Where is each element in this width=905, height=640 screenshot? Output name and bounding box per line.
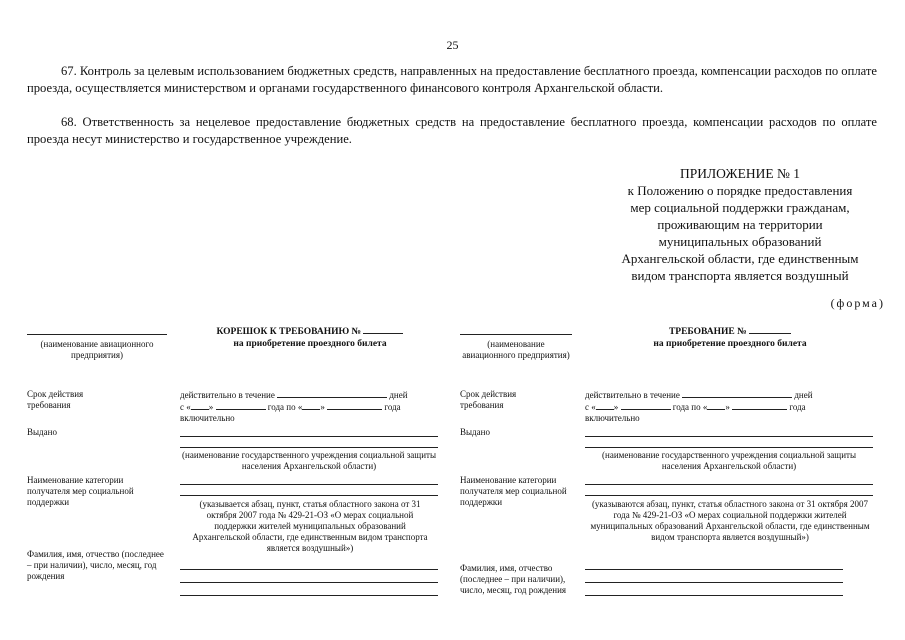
fio-line[interactable] [180,569,438,570]
fio-label: Фамилия, имя, отчество (последнее – при наличии), число, месяц, год рождения [27,549,164,581]
from-open-quote: с « [180,402,191,412]
category-label: Наименование категории получателя мер социальной поддержки [27,475,134,507]
fio-line[interactable] [585,569,843,570]
paragraph-68 [27,114,877,148]
to-month-line[interactable] [732,401,787,410]
from-close-quote: » [613,402,619,412]
fio-line[interactable] [180,595,438,596]
demand-subtitle: на приобретение проездного билета [653,339,807,349]
srok-label: Срок действия требования [27,389,84,410]
stub-title: КОРЕШОК К ТРЕБОВАНИЮ № [216,327,362,337]
forma-label: (форма) [830,296,885,310]
validity-block [180,389,440,424]
from-day-line[interactable] [191,401,209,410]
appendix-line: проживающим на территории [657,217,823,232]
from-day-line[interactable] [596,401,614,410]
law-caption: (указываются абзац, пункт, статья областного закона от 31 октября 2007 года № 429-21-ОЗ «О мерах социальной поддержки жителей муниципальных образований Архангельской области, где единственным видом транспорта является воздушный») [590,499,870,542]
to-month-line[interactable] [327,401,382,410]
category-label: Наименование категории получателя мер социальной поддержки [460,475,567,507]
fio-line[interactable] [585,595,843,596]
org-name-line[interactable] [460,334,572,335]
category-line[interactable] [180,484,438,485]
vydano-line[interactable] [180,447,438,448]
appendix-title: ПРИЛОЖЕНИЕ № 1 [679,166,801,181]
appendix-block [560,165,905,284]
stub-header [180,325,440,350]
to-day-line[interactable] [707,401,725,410]
org-name-line[interactable] [27,334,167,335]
days-word: дней [389,390,408,400]
fio-line[interactable] [180,582,438,583]
to-close-quote: » [320,402,325,412]
paragraph-67 [27,63,877,97]
to-close-quote: » [725,402,730,412]
from-close-quote: » [208,402,214,412]
from-open-quote: с « [585,402,596,412]
paragraph-67-text: 67. Контроль за целевым использованием бюджетных средств, направленных на предоставление бесплатного проезда, компенсации расходов по оплате проезда, осуществляется министерством и органами государственного финансового контроля Архангельской области. [27,64,877,95]
year-to-quote: года по « [672,402,708,412]
vydano-line[interactable] [585,447,873,448]
gu-caption: (наименование государственного учреждения социальной защиты населения Архангельской области) [182,450,436,471]
category-line[interactable] [180,495,438,496]
org-name-caption: (наименование авиационного предприятия) [40,339,154,360]
vydano-label: Выдано [27,427,57,437]
year-word: года [384,402,401,412]
law-caption: (указывается абзац, пункт, статья областного закона от 31 октября 2007 года № 429-21-ОЗ «О мерах социальной поддержки жителей муниципальных образований Архангельской области, где единственным видом транспорта является воздушный») [192,499,428,553]
vydano-line[interactable] [585,436,873,437]
to-day-line[interactable] [302,401,320,410]
demand-number-line[interactable] [749,325,791,334]
days-line[interactable] [277,389,387,398]
from-month-line[interactable] [216,401,266,410]
paragraph-68-text: 68. Ответственность за нецелевое предоставление бюджетных средств на предоставление бесплатного проезда, компенсации расходов по оплате проезда несут министерство и государственное учреждение. [27,115,877,146]
gu-caption: (наименование государственного учреждения социальной защиты населения Архангельской области) [602,450,856,471]
days-word: дней [794,390,813,400]
appendix-line: мер социальной поддержки гражданам, [630,200,850,215]
stub-subtitle: на приобретение проездного билета [233,339,387,349]
appendix-line: к Положению о порядке предоставления [627,183,853,198]
from-month-line[interactable] [621,401,671,410]
appendix-line: муниципальных образований [658,234,822,249]
category-line[interactable] [585,484,873,485]
appendix-line: Архангельской области, где единственным [621,251,859,266]
category-line[interactable] [585,495,873,496]
valid-within: действительно в течение [180,390,275,400]
inclusive-word: включительно [585,413,640,423]
vydano-line[interactable] [180,436,438,437]
org-name-caption: (наименование авиационного предприятия) [462,339,570,360]
year-word: года [789,402,806,412]
valid-within: действительно в течение [585,390,680,400]
vydano-label: Выдано [460,427,490,437]
days-line[interactable] [682,389,792,398]
srok-label: Срок действия требования [460,389,517,410]
validity-block [585,389,875,424]
inclusive-word: включительно [180,413,235,423]
fio-line[interactable] [585,582,843,583]
year-to-quote: года по « [267,402,303,412]
demand-header [585,325,875,350]
demand-title: ТРЕБОВАНИЕ № [668,327,747,337]
stub-number-line[interactable] [363,325,403,334]
fio-label: Фамилия, имя, отчество (последнее – при наличии), число, месяц, год рождения [460,563,567,595]
page-number: 25 [446,38,459,52]
appendix-line: видом транспорта является воздушный [631,268,849,283]
